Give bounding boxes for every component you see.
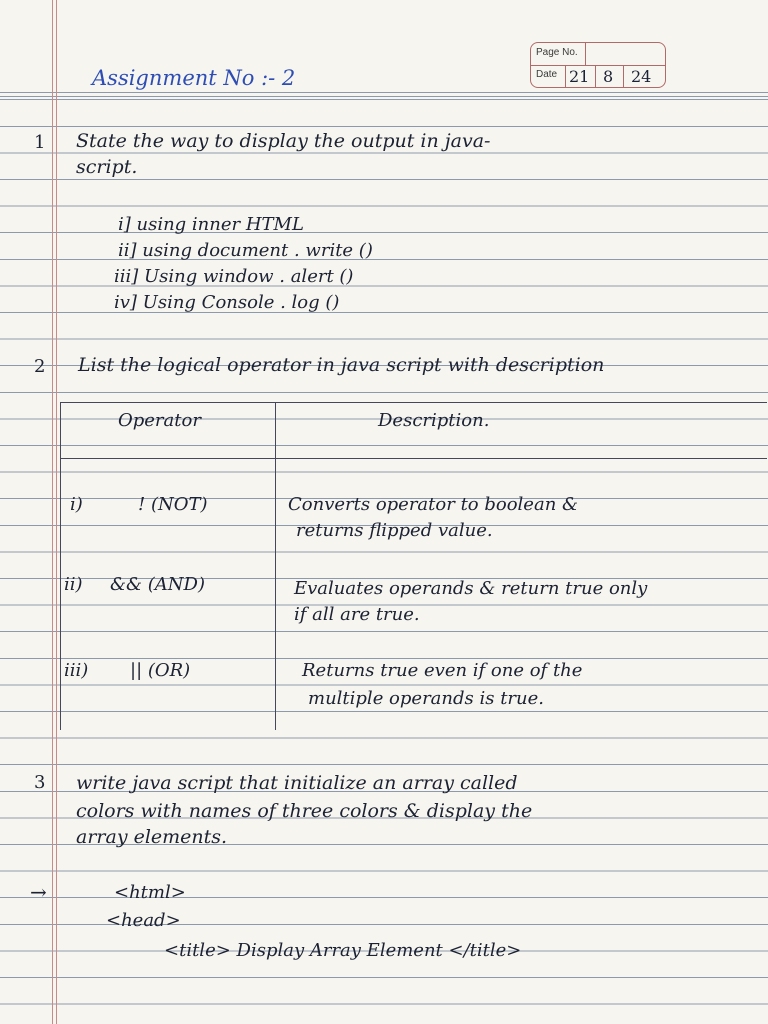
table-row-index: i) xyxy=(70,494,83,515)
date-month: 8 xyxy=(603,67,614,86)
date-year: 24 xyxy=(631,67,652,86)
date-day: 21 xyxy=(569,67,590,86)
answer-item: iv] Using Console . log () xyxy=(114,292,340,313)
table-row-desc: multiple operands is true. xyxy=(308,688,545,709)
table-row-index: ii) xyxy=(64,574,83,595)
page-date-box xyxy=(530,42,666,88)
table-row-operator: || (OR) xyxy=(130,660,191,681)
question-text-line: script. xyxy=(76,156,138,178)
date-label: Date xyxy=(536,69,558,80)
assignment-title: Assignment No :- 2 xyxy=(92,66,296,90)
answer-item: iii] Using window . alert () xyxy=(114,266,354,287)
question-number: 1 xyxy=(34,132,46,153)
table-row-operator: ! (NOT) xyxy=(138,494,208,515)
code-line: <head> xyxy=(106,910,181,931)
question-text-line: write java script that initialize an array called xyxy=(76,772,518,794)
code-line: <html> xyxy=(114,882,186,903)
page-no-label: Page No. xyxy=(536,47,578,58)
header-rule xyxy=(0,92,768,93)
question-number: 3 xyxy=(34,772,46,793)
question-text-line: List the logical operator in java script with description xyxy=(78,354,605,376)
answer-item: ii] using document . write () xyxy=(118,240,373,261)
table-row-desc: Evaluates operands & return true only xyxy=(294,578,648,599)
question-text-line: array elements. xyxy=(76,826,228,848)
table-header-operator: Operator xyxy=(118,410,201,431)
code-line: <title> Display Array Element </title> xyxy=(164,940,522,961)
margin-line-2 xyxy=(56,0,57,1024)
table-row-index: iii) xyxy=(64,660,89,681)
question-number: 2 xyxy=(34,356,46,377)
header-rule-2 xyxy=(0,96,768,97)
question-text-line: colors with names of three colors & display the xyxy=(76,800,533,822)
answer-item: i] using inner HTML xyxy=(118,214,304,235)
table-row-desc: Returns true even if one of the xyxy=(302,660,583,681)
table-row-desc: returns flipped value. xyxy=(296,520,493,541)
table-row-desc: if all are true. xyxy=(294,604,420,625)
table-row-operator: && (AND) xyxy=(110,574,205,595)
table-header-description: Description. xyxy=(378,410,490,431)
margin-line xyxy=(52,0,53,1024)
question-text-line: State the way to display the output in java- xyxy=(76,130,491,152)
table-row-desc: Converts operator to boolean & xyxy=(288,494,579,515)
answer-arrow-icon: → xyxy=(30,880,47,904)
